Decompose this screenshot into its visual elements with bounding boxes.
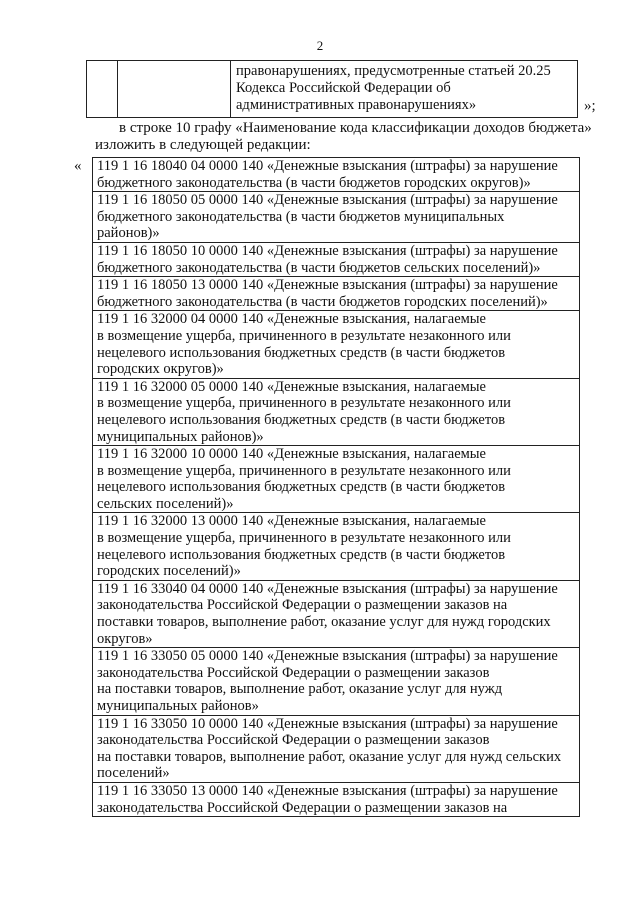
cell-line: 119 1 16 33050 05 0000 140 «Денежные взыскания (штрафы) за нарушение [97, 648, 558, 665]
cell-line: на поставки товаров, выполнение работ, оказание услуг для нужд сельских [97, 748, 562, 765]
instruction-paragraph [95, 120, 595, 154]
cell-line: законодательства Российской Федерации о размещении заказов [97, 664, 490, 681]
table-row [93, 242, 580, 276]
cell-line: 119 1 16 33050 13 0000 140 «Денежные взыскания (штрафы) за нарушение [97, 782, 558, 799]
opening-quote: « [74, 158, 82, 174]
table-row [93, 513, 580, 580]
cell-line: поселений» [97, 765, 170, 782]
classification-cell [93, 158, 580, 192]
cell-line: в возмещение ущерба, причиненного в результате незаконного или [97, 327, 511, 344]
empty-cell [87, 61, 118, 118]
empty-cell [118, 61, 231, 118]
cell-line: городских поселений)» [97, 563, 241, 580]
cell-line: 119 1 16 18040 04 0000 140 «Денежные взыскания (штрафы) за нарушение [97, 158, 558, 174]
cell-line: 119 1 16 33050 10 0000 140 «Денежные взыскания (штрафы) за нарушение [97, 715, 558, 732]
classification-table [92, 157, 580, 817]
paragraph-line-1: в строке 10 графу «Наименование кода классификации доходов бюджета» [119, 120, 592, 136]
cell-line: поставки товаров, выполнение работ, оказание услуг для нужд городских [97, 614, 551, 631]
cell-line: бюджетного законодательства (в части бюджетов муниципальных [97, 208, 505, 225]
classification-cell [93, 782, 580, 816]
table-row [93, 648, 580, 715]
cell-line: 119 1 16 18050 10 0000 140 «Денежные взыскания (штрафы) за нарушение [97, 242, 558, 259]
table-row [93, 311, 580, 378]
cell-line: законодательства Российской Федерации о размещении заказов [97, 732, 490, 749]
classification-cell [93, 277, 580, 311]
classification-cell [93, 648, 580, 715]
cell-line: в возмещение ущерба, причиненного в результате незаконного или [97, 530, 511, 547]
cell-line: городских округов)» [97, 361, 224, 378]
cell-line: нецелевого использования бюджетных средств (в части бюджетов [97, 479, 506, 496]
classification-cell [93, 513, 580, 580]
cell-line: нецелевого использования бюджетных средств (в части бюджетов [97, 411, 506, 428]
cell-line: 119 1 16 32000 13 0000 140 «Денежные взыскания, налагаемые [97, 513, 486, 530]
classification-cell [93, 446, 580, 513]
cell-line: округов» [97, 630, 153, 647]
paragraph-line-2: изложить в следующей редакции: [95, 137, 311, 153]
classification-cell [93, 580, 580, 647]
classification-cell [93, 715, 580, 782]
cell-line: законодательства Российской Федерации о размещении заказов на [97, 597, 508, 614]
page-number: 2 [316, 38, 324, 53]
classification-cell [93, 192, 580, 243]
cell-line: нецелевого использования бюджетных средств (в части бюджетов [97, 344, 506, 361]
table-row [93, 580, 580, 647]
closing-quote: »; [584, 98, 596, 114]
classification-cell [93, 378, 580, 445]
cell-line: в возмещение ущерба, причиненного в результате незаконного или [97, 395, 511, 412]
table-row [93, 446, 580, 513]
cell-line: бюджетного законодательства (в части бюджетов сельских поселений)» [97, 259, 541, 276]
cell-line: сельских поселений)» [97, 495, 234, 512]
cell-line: 119 1 16 32000 05 0000 140 «Денежные взыскания, налагаемые [97, 378, 486, 395]
cell-line: на поставки товаров, выполнение работ, оказание услуг для нужд [97, 681, 503, 698]
cell-line: 119 1 16 33040 04 0000 140 «Денежные взыскания (штрафы) за нарушение [97, 580, 558, 597]
table-row [93, 192, 580, 243]
table-row [93, 158, 580, 192]
cell-line: 119 1 16 32000 04 0000 140 «Денежные взыскания, налагаемые [97, 311, 486, 328]
table-row [93, 277, 580, 311]
table-row [93, 782, 580, 816]
cell-line: муниципальных районов)» [97, 428, 264, 445]
cell-line: нецелевого использования бюджетных средств (в части бюджетов [97, 546, 506, 563]
top-table-fragment [86, 60, 578, 118]
cell-line: муниципальных районов» [97, 698, 259, 714]
cell-line: 119 1 16 32000 10 0000 140 «Денежные взыскания, налагаемые [97, 446, 486, 463]
cell-line: бюджетного законодательства (в части бюджетов городских поселений)» [97, 293, 548, 310]
table-row [93, 378, 580, 445]
cell-line: 119 1 16 18050 05 0000 140 «Денежные взыскания (штрафы) за нарушение [97, 192, 558, 209]
classification-cell [93, 311, 580, 378]
classification-cell [93, 242, 580, 276]
cell-line: законодательства Российской Федерации о размещении заказов на [97, 799, 508, 816]
cell-line: районов)» [97, 225, 160, 242]
cell-line: в возмещение ущерба, причиненного в результате незаконного или [97, 462, 511, 479]
table-row [93, 715, 580, 782]
top-row-text: правонарушениях, предусмотренные статьей 20.25 Кодекса Российской Федерации об административных правонарушениях» [231, 61, 578, 118]
table-row [87, 61, 578, 118]
cell-line: 119 1 16 18050 13 0000 140 «Денежные взыскания (штрафы) за нарушение [97, 277, 558, 294]
cell-line: бюджетного законодательства (в части бюджетов городских округов)» [97, 174, 531, 191]
